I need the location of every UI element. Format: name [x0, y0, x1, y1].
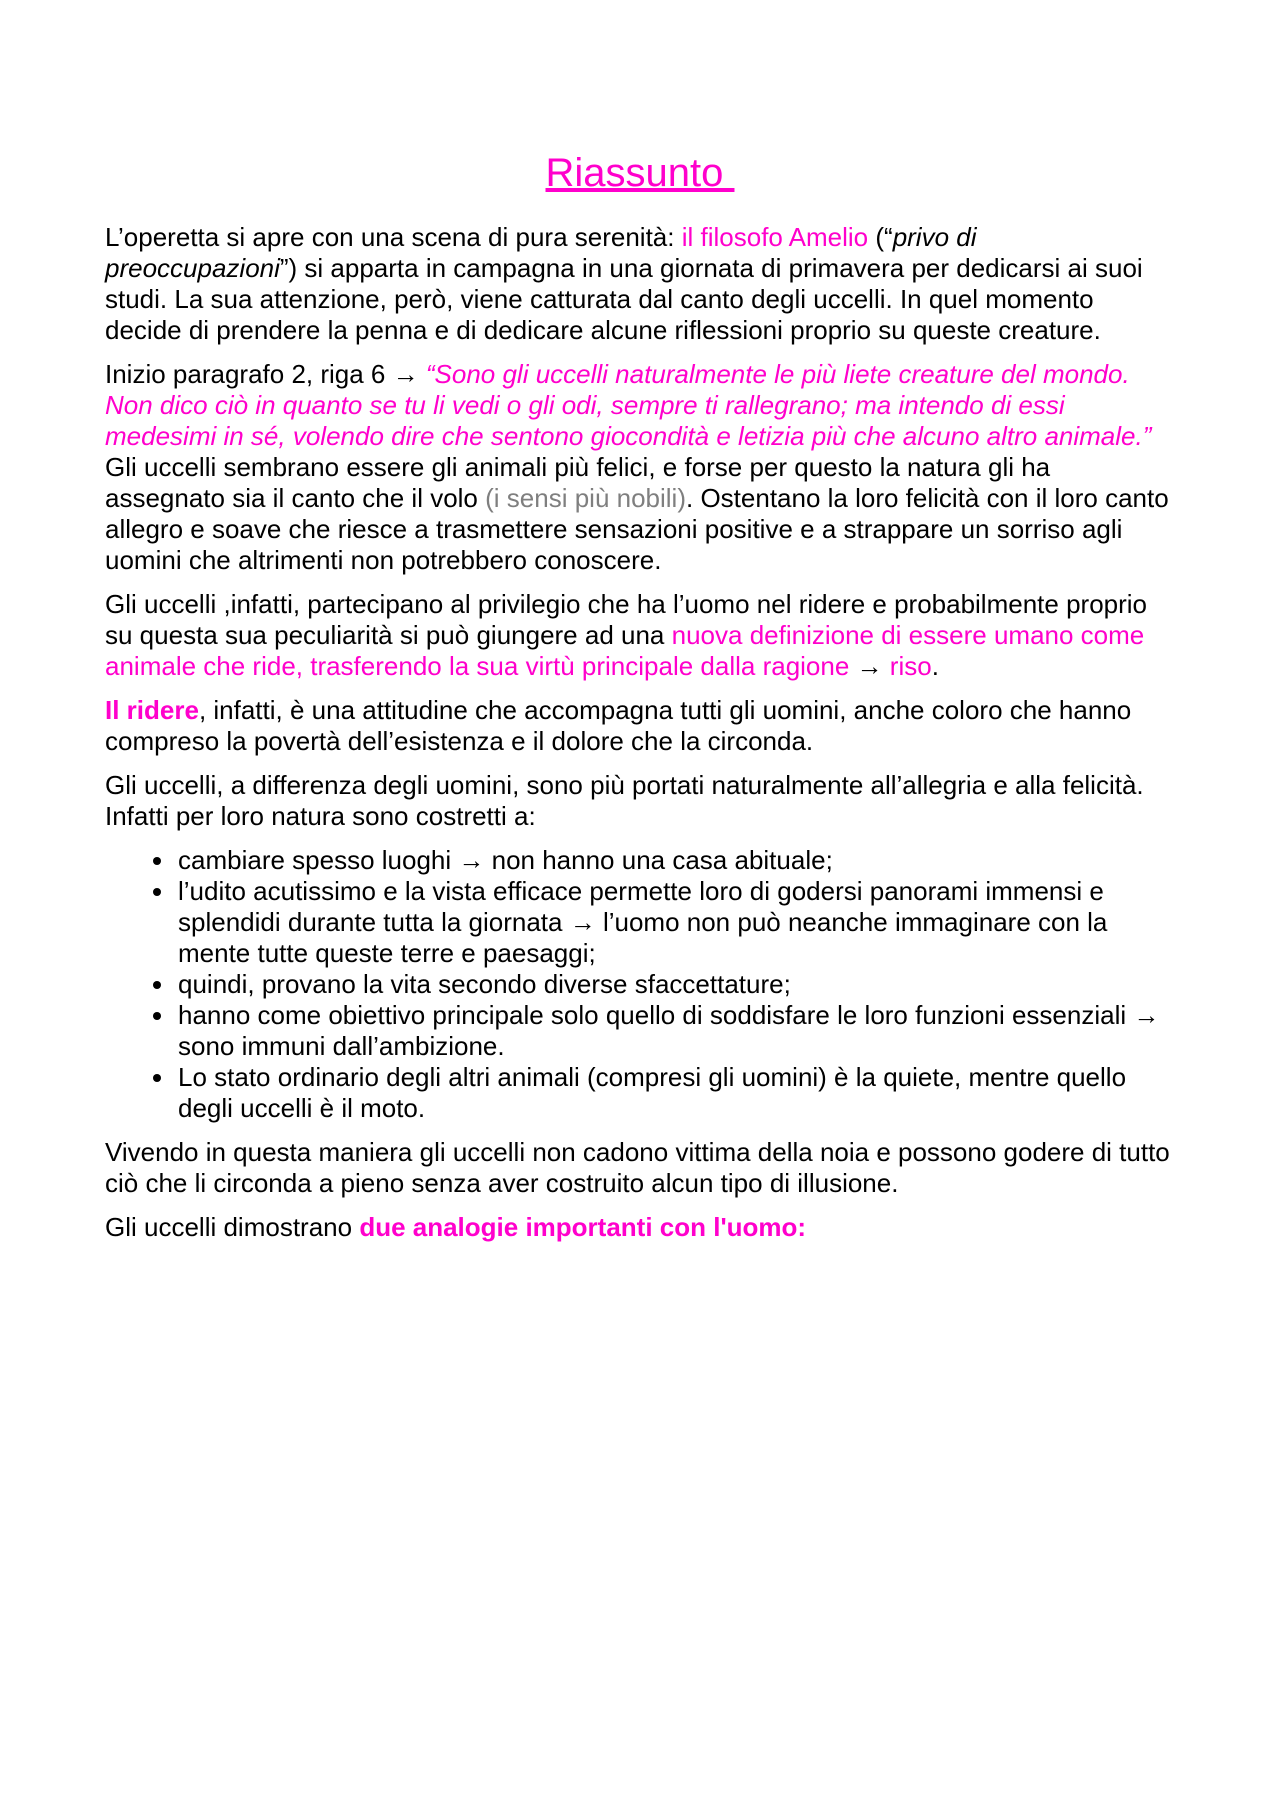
document-content	[105, 222, 1175, 1243]
paragraph	[105, 770, 1175, 832]
list-item	[176, 1000, 1175, 1062]
text-run: (i sensi più nobili)	[485, 483, 686, 513]
paragraph	[105, 1212, 1175, 1243]
text-run: due analogie importanti con l'uomo:	[359, 1212, 807, 1242]
text-run: l’udito acutissimo e la vista efficace permette loro di godersi panorami immensi e splendidi durante tutta la giornata	[178, 876, 1104, 937]
text-run: →	[1133, 1000, 1160, 1030]
text-run: nuova definizione di essere umano come animale che ride, trasferendo la sua virtù principale dalla ragione	[105, 620, 1145, 681]
list-item	[176, 845, 1175, 876]
list-item	[176, 969, 1175, 1000]
text-run: Il ridere	[105, 695, 199, 725]
list-item	[176, 876, 1175, 969]
text-run	[883, 651, 890, 681]
text-run: →	[856, 651, 883, 681]
paragraph	[105, 695, 1175, 757]
text-run: L’operetta si apre con una scena di pura serenità:	[105, 222, 682, 252]
text-run: →	[458, 845, 485, 875]
text-run: cambiare spesso luoghi	[178, 845, 459, 875]
text-run: Gli uccelli dimostrano	[105, 1212, 360, 1242]
text-run: il filosofo Amelio	[681, 222, 869, 252]
paragraph	[105, 222, 1175, 346]
text-run: Inizio paragrafo 2, riga 6	[105, 359, 393, 389]
page-title: Riassunto	[545, 151, 735, 195]
text-run: .	[931, 651, 939, 681]
text-run	[419, 359, 426, 389]
text-run: Gli uccelli, a differenza degli uomini, sono più portati naturalmente all’allegria e alla felicità. Infatti per loro natura sono costretti a:	[105, 770, 1144, 831]
text-run: , infatti, è una attitudine che accompagna tutti gli uomini, anche coloro che hanno compreso la povertà dell’esistenza e il dolore che la circonda.	[105, 695, 1132, 756]
text-run: →	[392, 359, 419, 389]
paragraph	[105, 589, 1175, 682]
list-item	[176, 1062, 1175, 1124]
text-run: →	[569, 907, 596, 937]
bullet-list	[105, 845, 1175, 1124]
paragraph	[105, 359, 1175, 452]
text-run: quindi, provano la vita secondo diverse sfaccettature;	[178, 969, 791, 999]
text-run: ”) si apparta in campagna in una giornata di primavera per dedicarsi ai suoi studi. La sua attenzione, però, viene catturata dal canto degli uccelli. In quel momento decide di prendere la penna e di dedicare alcune riflessioni proprio su queste creature.	[105, 253, 1143, 345]
text-run: sono immuni dall’ambizione.	[178, 1031, 505, 1061]
paragraph	[105, 1137, 1175, 1199]
text-run: riso	[889, 651, 932, 681]
text-run: Gli uccelli sembrano essere gli animali più felici, e forse per questo la natura gli ha assegnato sia il canto che il volo	[105, 452, 1051, 513]
text-run: Gli uccelli ,infatti, partecipano al privilegio che ha l’uomo nel ridere e probabilmente proprio su questa sua peculiarità si può giungere ad una	[105, 589, 1148, 650]
text-run: non hanno una casa abituale;	[484, 845, 833, 875]
text-run: (“	[868, 222, 893, 252]
text-run: Vivendo in questa maniera gli uccelli non cadono vittima della noia e possono godere di tutto ciò che li circonda a pieno senza aver costruito alcun tipo di illusione.	[105, 1137, 1170, 1198]
text-run: . Ostentano la loro felicità con il loro canto allegro e soave che riesce a trasmettere sensazioni positive e a strappare un sorriso agli uomini che altrimenti non potrebbero conoscere.	[105, 483, 1169, 575]
text-run: privo di preoccupazioni	[105, 222, 977, 283]
text-run: hanno come obiettivo principale solo quello di soddisfare le loro funzioni essenziali	[178, 1000, 1134, 1030]
text-run: Lo stato ordinario degli altri animali (compresi gli uomini) è la quiete, mentre quello degli uccelli è il moto.	[178, 1062, 1127, 1123]
text-run: l’uomo non può neanche immaginare con la mente tutte queste terre e paesaggi;	[178, 907, 1108, 968]
paragraph	[105, 452, 1175, 576]
text-run: “Sono gli uccelli naturalmente le più liete creature del mondo. Non dico ciò in quanto se tu li vedi o gli odi, sempre ti rallegrano; ma intendo di essi medesimi in sé, volendo dire che sentono giocondità e letizia più che alcuno altro animale.”	[105, 359, 1152, 451]
